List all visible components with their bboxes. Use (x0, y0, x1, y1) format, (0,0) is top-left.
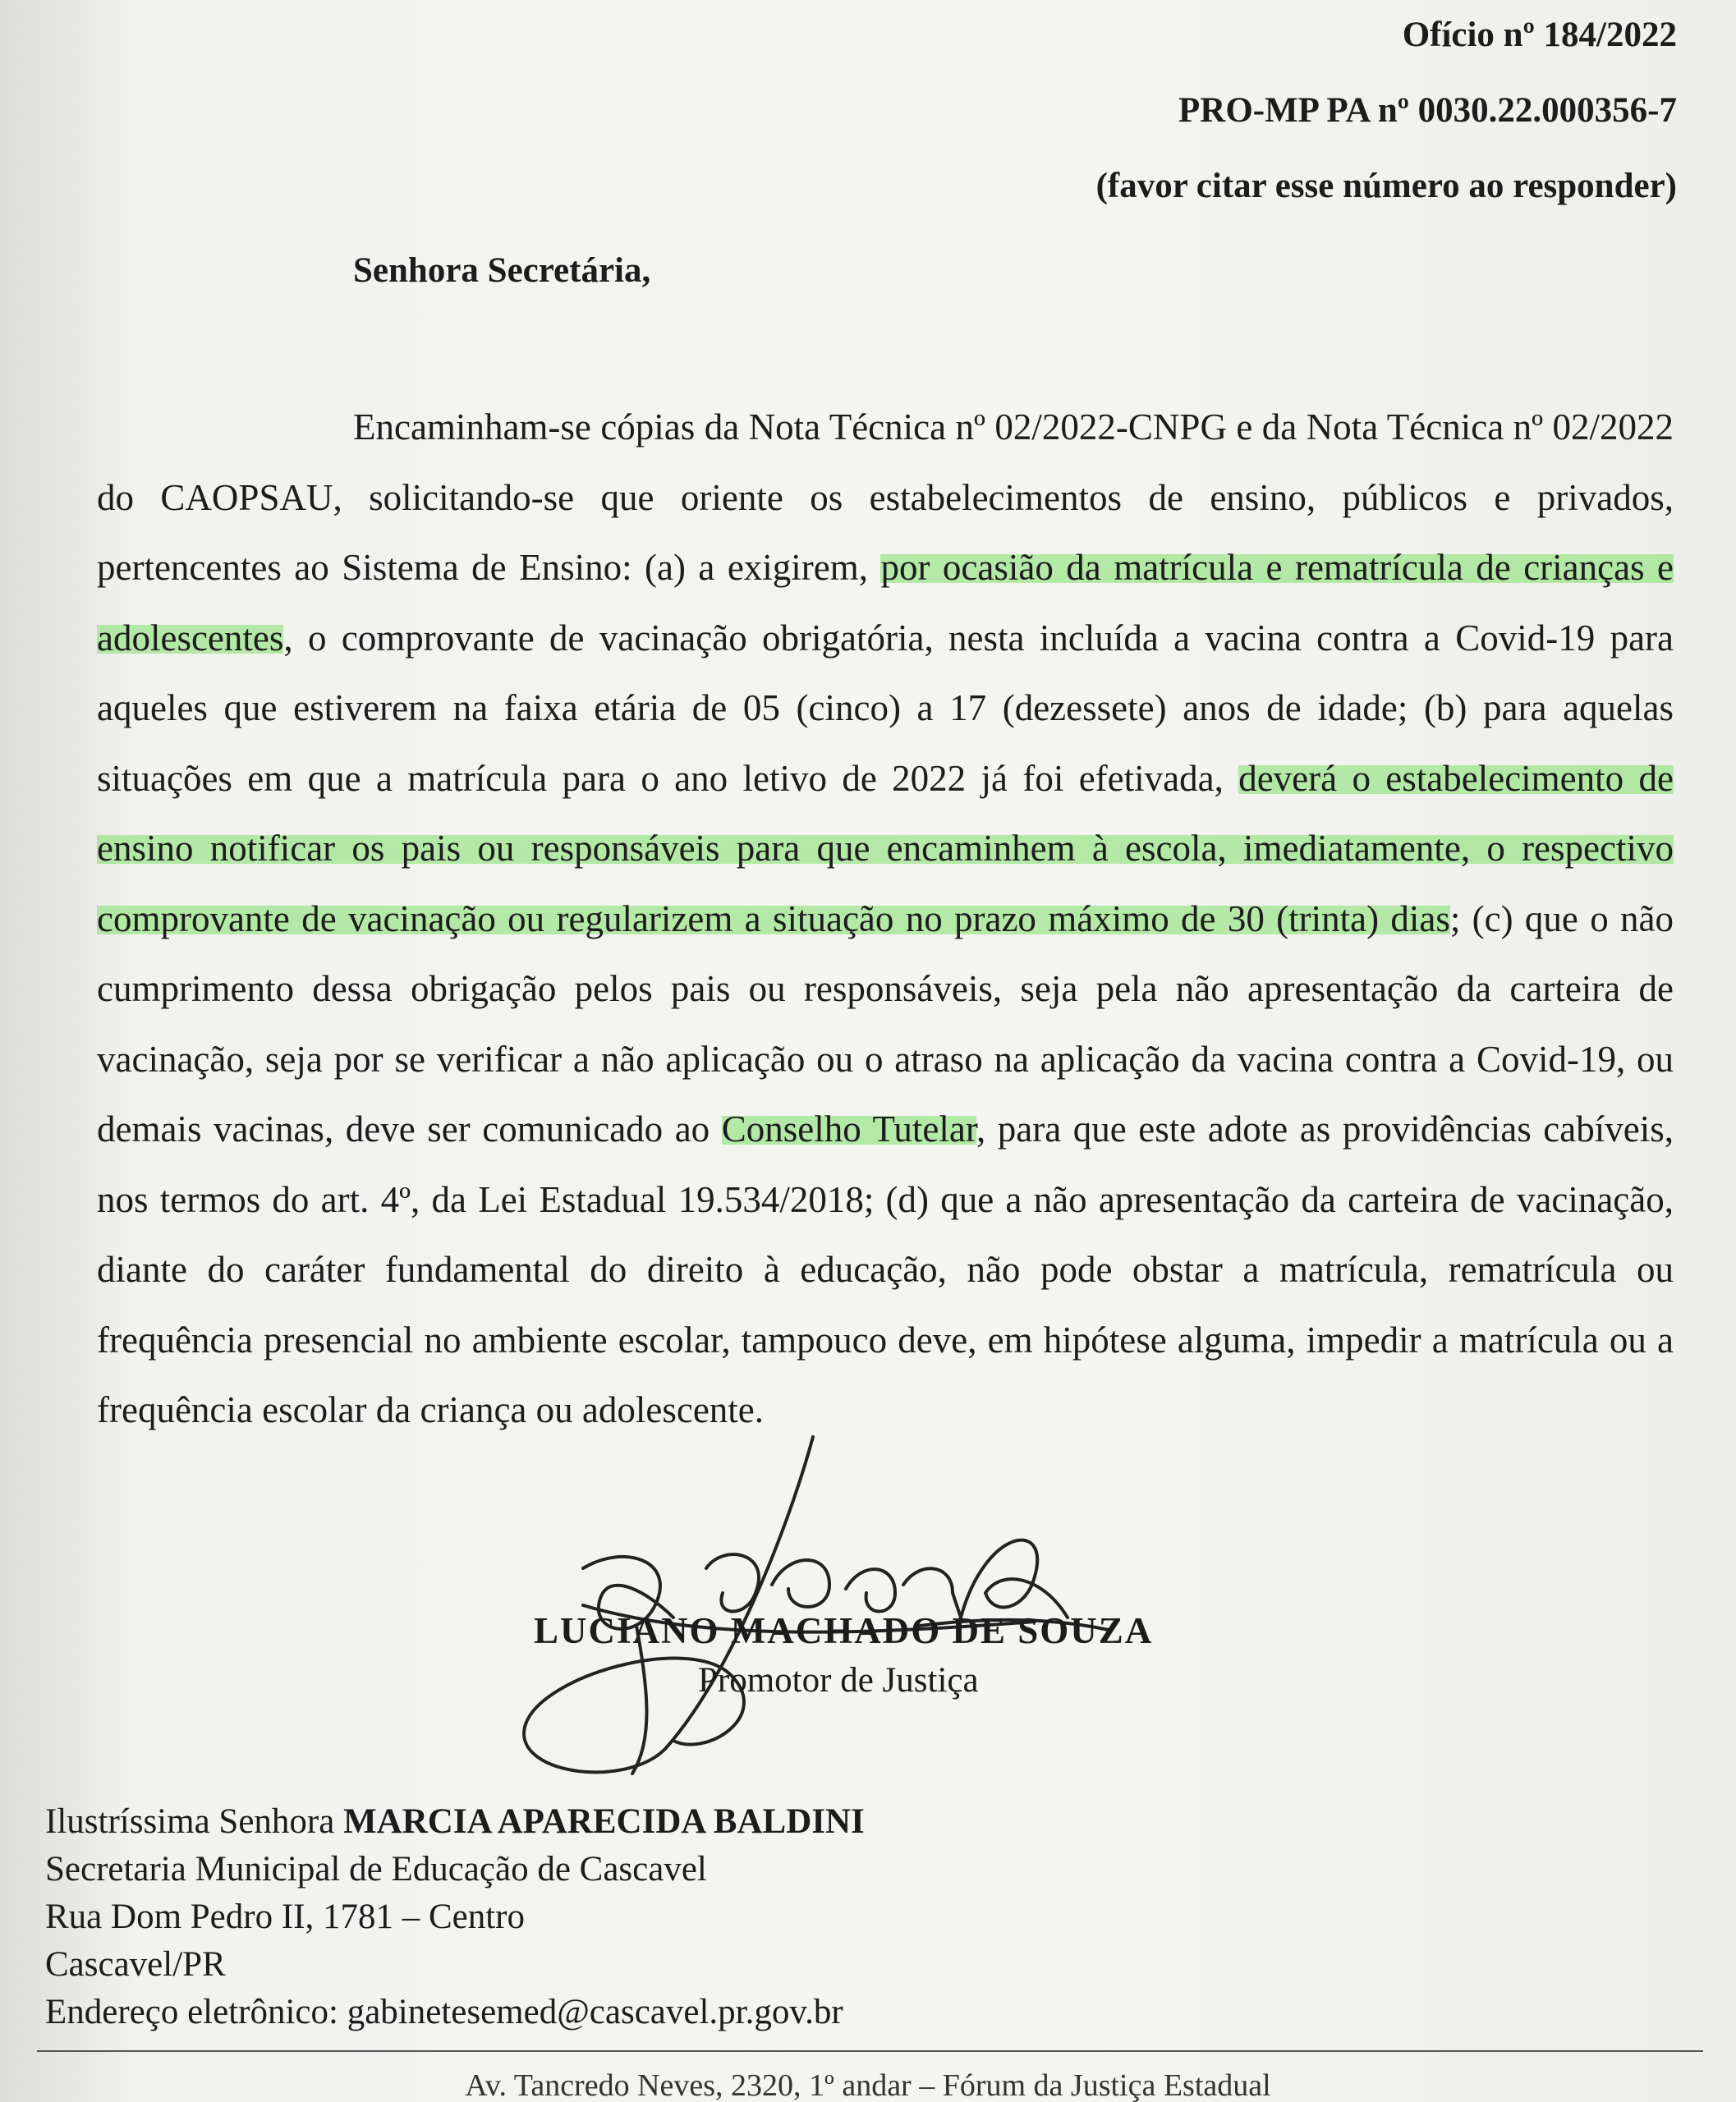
body-paragraph (97, 392, 1674, 1446)
recipient-org: Secretaria Municipal de Educação de Cascavel (45, 1850, 707, 1889)
salutation: Senhora Secretária, (353, 251, 651, 290)
recipient-prefix: Ilustríssima Senhora (45, 1802, 344, 1841)
highlight-3: Conselho Tutelar (721, 1108, 977, 1150)
footer-divider (37, 2050, 1703, 2052)
procedure-number: PRO-MP PA nº 0030.22.000356-7 (1178, 91, 1677, 130)
signer-name: LUCIANO MACHADO DE SOUZA (534, 1610, 1154, 1651)
handwritten-signature (460, 1429, 1199, 1782)
footer-address: Av. Tancredo Neves, 2320, 1º andar – Fórum da Justiça Estadual (465, 2068, 1271, 2102)
document-header (1096, 15, 1677, 241)
recipient-line (45, 1798, 865, 1846)
highlight-1: por ocasião da matrícula e rematrícula de crianças e adolescentes (97, 547, 1674, 659)
body-text-3: ; (c) que o não cumprimento dessa obrigação pelos pais ou responsáveis, seja pela não apresentação da carteira de vacinação, seja por se verificar a não aplicação ou o atraso na aplicação da vacina contra a Covid-19, ou demais vacinas, deve ser comunicado ao (97, 897, 1674, 1150)
body-text-4: , para que este adote as providências cabíveis, nos termos do art. 4º, da Lei Estadual 19.534/2018; (d) que a não apresentação da carteira de vacinação, diante do caráter fundamental do direito à educação, não pode obstar a matrícula, rematrícula ou frequência presencial no ambiente escolar, tampouco deve, em hipótese alguma, impedir a matrícula ou a frequência escolar da criança ou adolescente. (97, 1108, 1674, 1430)
recipient-address (45, 1798, 865, 2036)
signer-block (534, 1609, 1153, 1700)
body-text-2: , o comprovante de vacinação obrigatória, nesta incluída a vacina contra a Covid-19 para aqueles que estiverem na faixa etária de 05 (cinco) a 17 (dezessete) anos de idade; (b) para aquelas situações em que a matrícula para o ano letivo de 2022 já foi efetivada, (97, 617, 1674, 799)
highlight-2: deverá o estabelecimento de ensino notificar os pais ou responsáveis para que encaminhem à escola, imediatamente, o respectivo comprovante de vacinação ou regularizem a situação no prazo máximo de 30 (trinta) dias (97, 757, 1674, 939)
recipient-email: Endereço eletrônico: gabinetesemed@cascavel.pr.gov.br (45, 1993, 843, 2031)
citation-note: (favor citar esse número ao responder) (1095, 167, 1677, 205)
body-text-1: Encaminham-se cópias da Nota Técnica nº 02/2022-CNPG e da Nota Técnica nº 02/2022 do CAOPSAU, solicitando-se que oriente os estabelecimentos de ensino, públicos e privados, pertencentes ao Sistema de Ensino: (a) a exigirem, (97, 406, 1674, 588)
recipient-name: MARCIA APARECIDA BALDINI (343, 1802, 865, 1841)
recipient-city: Cascavel/PR (45, 1945, 226, 1984)
signer-role: Promotor de Justiça (698, 1661, 979, 1700)
recipient-street: Rua Dom Pedro II, 1781 – Centro (45, 1898, 526, 1936)
oficio-number: Ofício nº 184/2022 (1402, 16, 1677, 54)
